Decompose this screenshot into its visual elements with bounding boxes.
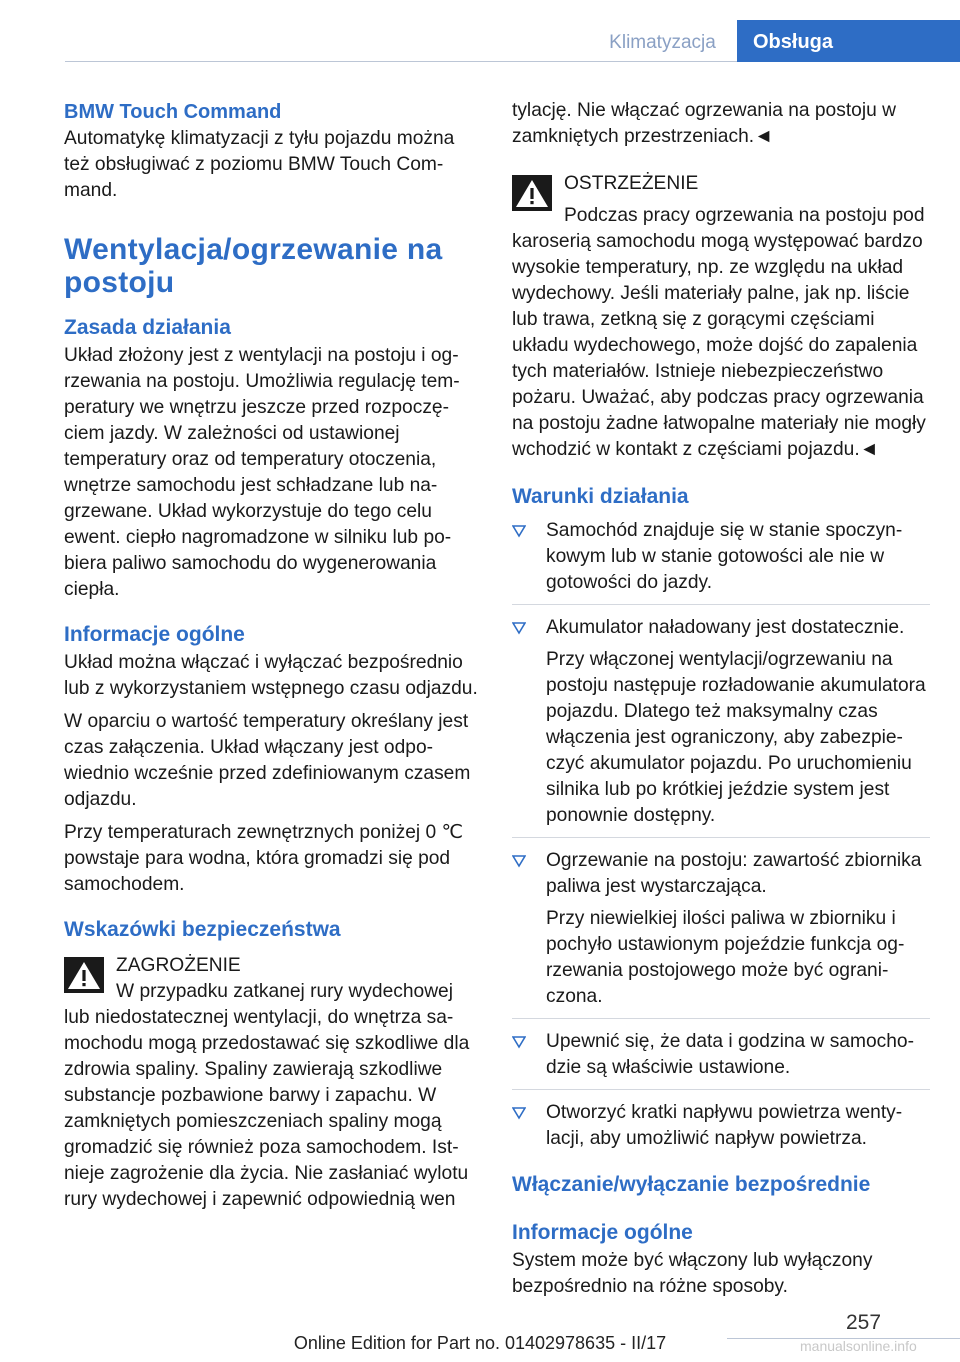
condition-item xyxy=(512,848,930,1010)
triangle-bullet-icon xyxy=(512,621,526,635)
general-heading: Informacje ogólne xyxy=(64,623,245,646)
direct-heading: Włączanie/wyłączanie bezpośrednie xyxy=(512,1173,871,1196)
warning-block xyxy=(512,171,930,233)
conditions-heading: Warunki działania xyxy=(512,485,689,508)
condition-text: Samochód znajduje się w stanie spoczynkowym lub w stanie gotowości ale nie w gotowości do jazdy. xyxy=(546,520,903,593)
general-text-1: Układ można włączać i wyłączać bezpośrednio lub z wykorzystaniem wstępnego czasu odjazdu. xyxy=(64,652,478,699)
condition-item xyxy=(512,615,930,829)
bullet-separator xyxy=(512,837,930,838)
warning-title: OSTRZEŻENIE xyxy=(564,173,699,194)
header-chapter-tab: Obsługa xyxy=(737,20,960,62)
warning-triangle-icon xyxy=(512,175,552,211)
triangle-bullet-icon xyxy=(512,524,526,538)
danger-text: W przypadku zatkanej rury wydechowej lub niedostatecznej wentylacji, do wnętrza samochodu mogą przedostawać się szkodliwe dla zdrowia spaliny. Spaliny zawierają szkodliwe substancje pozbawione barwy i zapachu. W zamkniętych pomieszczeniach spaliny mogą gromadzić się również poza samochodem. Istnieje zagrożenie dla życia. Nie zasłaniać wylotu rury wydechowej i zapewnić odpowiednią wen xyxy=(64,981,470,1210)
direct-general-heading: Informacje ogólne xyxy=(512,1221,693,1244)
condition-item xyxy=(512,1100,930,1152)
condition-subtext: Przy niewielkiej ilości paliwa w zbiorniku i pochyło ustawionym pojeździe funkcja ogrzewania postojowego może być ograniczona. xyxy=(546,908,905,1007)
condition-text: Akumulator naładowany jest dostatecznie. xyxy=(546,617,905,638)
triangle-bullet-icon xyxy=(512,1106,526,1120)
bullet-separator xyxy=(512,1089,930,1090)
bullet-separator xyxy=(512,1018,930,1019)
condition-text: Upewnić się, że data i godzina w samochodzie są właściwie ustawione. xyxy=(546,1031,914,1078)
edition-footer: Online Edition for Part no. 01402978635 - II/17 xyxy=(293,1333,667,1353)
main-heading: Wentylacja/ogrzewanie na postoju xyxy=(64,233,443,299)
touch-command-heading: BMW Touch Command xyxy=(64,101,282,123)
page-number: 257 xyxy=(846,1311,882,1334)
bullet-separator xyxy=(512,604,930,605)
condition-item xyxy=(512,518,930,596)
general-text-2: W oparciu o wartość temperatury określany jest czas załączenia. Układ włączany jest odpowiednio wcześnie przed zdefiniowanym czasem odjazdu. xyxy=(64,711,471,810)
condition-subtext: Przy włączonej wentylacji/ogrzewaniu na postoju następuje rozładowanie akumulatora pojazdu. Dlatego też maksymalny czas włączenia jest ograniczony, aby zabezpieczyć akumulator pojazdu. Po uruchomieniu silnika lub po krótkiej jeździe system jest ponownie dostępny. xyxy=(546,649,926,826)
general-text-3: Przy temperaturach zewnętrznych poniżej 0 ℃ powstaje para wodna, która gromadzi się pod samochodem. xyxy=(64,822,464,895)
condition-text: Otworzyć kratki napływu powietrza wentylacji, aby umożliwić napływ powietrza. xyxy=(546,1102,903,1149)
direct-text: System może być włączony lub wyłączony bezpośrednio na różne sposoby. xyxy=(512,1250,873,1297)
right-column xyxy=(512,98,930,1307)
warning-text: Podczas pracy ogrzewania na postoju pod karoserią samochodu mogą występować bardzo wysokie temperatury, np. ze względu na układ wydechowy. Jeśli materiały palne, jak np. liście lub trawa, zetkną się z gorącymi częściami układu wydechowego, może dojść do zapalenia tych materiałów. Istnieje niebezpieczeństwo pożaru. Uważać, aby podczas pracy ogrzewania na postoju żadne łatwopalne materiały nie mogły wchodzić w kontakt z częściami pojazdu.◄ xyxy=(512,205,926,460)
danger-title: ZAGROŻENIE xyxy=(116,955,241,976)
principle-heading: Zasada działania xyxy=(64,316,231,339)
condition-text: Ogrzewanie na postoju: zawartość zbiornika paliwa jest wystarczająca. xyxy=(546,850,922,897)
touch-command-text: Automatykę klimatyzacji z tyłu pojazdu można też obsługiwać z poziomu BMW Touch Command. xyxy=(64,128,455,201)
danger-block xyxy=(64,953,479,1015)
conditions-list xyxy=(512,518,930,1152)
header-section-label: Klimatyzacja xyxy=(609,32,716,53)
safety-heading: Wskazówki bezpieczeństwa xyxy=(64,918,341,941)
triangle-bullet-icon xyxy=(512,854,526,868)
principle-text: Układ złożony jest z wentylacji na postoju i ogrzewania na postoju. Umożliwia regulację temperatury we wnętrzu jeszcze przed rozpoczęciem jazdy. W zależności od ustawionej temperatury oraz od temperatury otoczenia, wnętrze samochodu jest schładzane lub nagrzewane. Układ wykorzystuje do tego celu ewent. ciepło nagromadzone w silniku lub pobiera paliwo samochodu do wygenerowania ciepła. xyxy=(64,345,460,600)
condition-item xyxy=(512,1029,930,1081)
triangle-bullet-icon xyxy=(512,1035,526,1049)
watermark: manualsonline.info xyxy=(800,1338,917,1354)
warning-triangle-icon xyxy=(64,957,104,993)
left-column xyxy=(64,98,479,1220)
danger-text-continued: tylację. Nie włączać ogrzewania na postoju w zamkniętych przestrzeniach.◄ xyxy=(512,100,896,147)
